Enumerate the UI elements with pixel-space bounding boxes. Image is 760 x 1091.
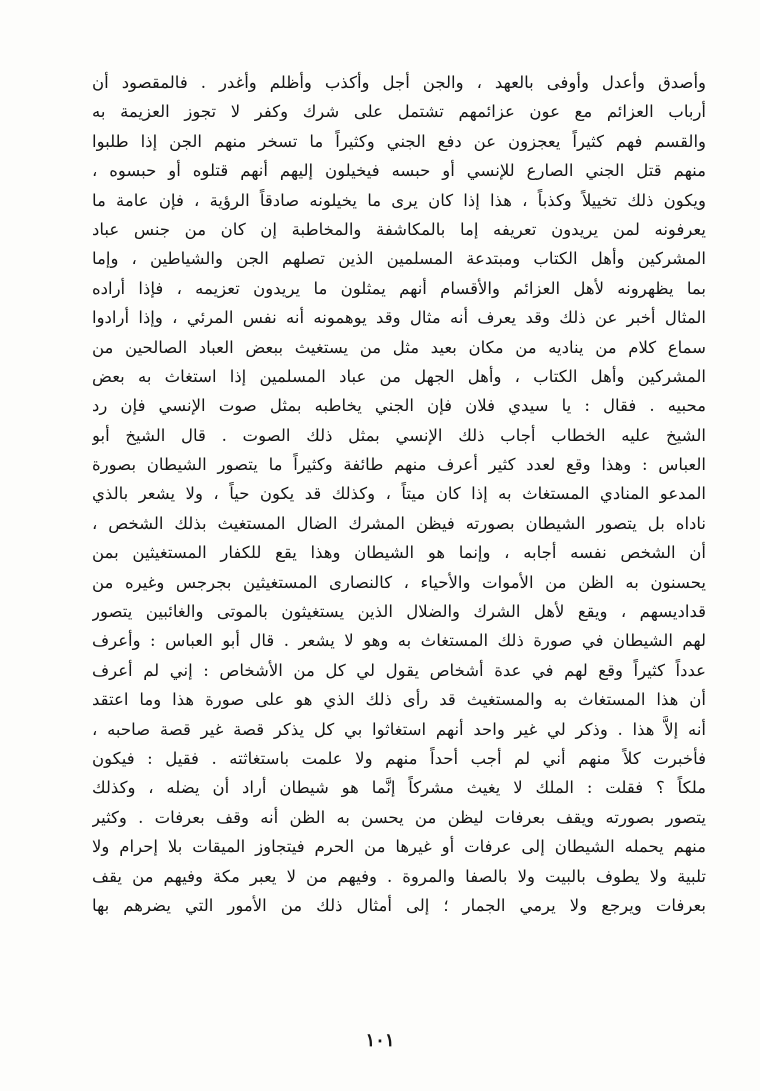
text-line: ناداه بل يتصور الشيطان بصورته فيظن المشرك الضال المستغيث بذلك الشخص ، — [92, 513, 706, 533]
text-line: بما يظهرونه لأهل العزائم والأقسام أنهم يمثلون ما يريدون تعزيمه ، فإذا أراده — [92, 278, 706, 298]
text-line: والقسم فهم كثيراً يعجزون عن دفع الجني وكثيراً ما تسخر منهم الجن إذا طلبوا — [92, 131, 706, 151]
text-line: منهم قتل الجني الصارع للإنسي أو حبسه فيخيلون إليهم أنهم قتلوه أو حبسوه ، — [92, 161, 706, 181]
text-line: لهم الشيطان في صورة ذلك المستغاث به وهو لا يشعر . قال أبو العباس : وأعرف — [92, 631, 706, 651]
text-line: يتصور بصورته ويقف بعرفات ليظن من يحسن به الظن أنه وقف بعرفات . وكثير — [92, 807, 706, 827]
text-line: بعرفات ويرجع ولا يرمي الجمار ؛ إلى أمثال ذلك من الأمور التي يضرهم بها — [92, 895, 706, 915]
text-line: عدداً كثيراً وقع لهم في عدة أشخاص يقول لي كل من الأشخاص : إني لم أعرف — [92, 660, 706, 680]
text-line: سماع كلام من يناديه من مكان بعيد مثل من يستغيث ببعض العباد الصالحين من — [92, 337, 706, 357]
page-number: ١٠١ — [365, 1030, 395, 1051]
text-line: يحسنون به الظن من الأموات والأحياء ، كالنصارى المستغيثين بجرجس وغيره من — [92, 572, 706, 592]
text-line: العباس : وهذا وقع لعدد كثير أعرف منهم طائفة وكثيراً ما يتصور الشيطان بصورة — [92, 455, 706, 475]
text-line: تلبية ولا يطوف بالبيت ولا بالصفا والمروة . وفيهم من لا يعبر مكة وفيهم من يقف — [92, 866, 706, 886]
text-line: المثال أخبر عن ذلك وقد يعرف أنه مثال وقد يوهمونه أنه نفس المرئي ، وإذا أرادوا — [92, 308, 706, 328]
text-line: وأصدق وأعدل وأوفى بالعهد ، والجن أجل وأكذب وأظلم وأغدر . فالمقصود أن — [92, 73, 706, 92]
text-line: أن هذا المستغاث به والمستغيث قد رأى ذلك الذي هو على صورة هذا وما اعتقد — [92, 690, 706, 710]
text-line: يعرفونه لمن يريدون تعريفه إما بالمكاشفة والمخاطبة إن كان من جنس عباد — [92, 219, 706, 239]
text-line: أن الشخص نفسه أجابه ، وإنما هو الشيطان وهذا يقع للكفار المستغيثين بمن — [92, 543, 706, 563]
text-line: المشركين وأهل الكتاب ومبتدعة المسلمين الذين تصلهم الجن والشياطين ، وإما — [92, 249, 706, 269]
text-line: فأخبرت كلاً منهم أني لم أجب أحداً منهم ولا علمت باستغاثته . فقيل : فيكون — [92, 748, 706, 768]
text-line: ملكاً ؟ فقلت : الملك لا يغيث مشركاً إنَّما هو شيطان أراد أن يضله ، وكذلك — [92, 778, 706, 798]
text-line: منهم يحمله الشيطان إلى عرفات أو غيرها من الحرم فيتجاوز الميقات بلا إحرام ولا — [92, 837, 706, 857]
text-line: ويكون ذلك تخييلاً وكذباً ، هذا إذا كان يرى ما يخيلونه صادقاً الرؤية ، فإن عامة ما — [92, 190, 706, 210]
text-line: قداديسهم ، ويقع لأهل الشرك والضلال الذين يستغيثون بالموتى والغائبين يتصور — [92, 602, 706, 622]
text-line: أنه إلاَّ هذا . وذكر لي غير واحد أنهم استغاثوا بي كل يذكر قصة غير قصة صاحبه ، — [92, 719, 706, 739]
text-line: أرباب العزائم مع عون عزائمهم تشتمل على شرك وكفر لا تجوز العزيمة به — [92, 102, 706, 122]
text-line: الشيخ عليه الخطاب أجاب ذلك الإنسي بمثل ذلك الصوت . قال الشيخ أبو — [92, 425, 706, 445]
text-line: محبيه . فقال : يا سيدي فلان فإن الجني يخاطبه بمثل صوت الإنسي فإن رد — [92, 396, 706, 416]
text-line: المدعو المنادي المستغاث به إذا كان ميتاً ، وكذلك قد يكون حياً ، ولا يشعر بالذي — [92, 484, 706, 504]
text-line: المشركين وأهل الكتاب ، وأهل الجهل من عباد المسلمين إذا استغاث به بعض — [92, 366, 706, 386]
body-text — [92, 68, 706, 920]
